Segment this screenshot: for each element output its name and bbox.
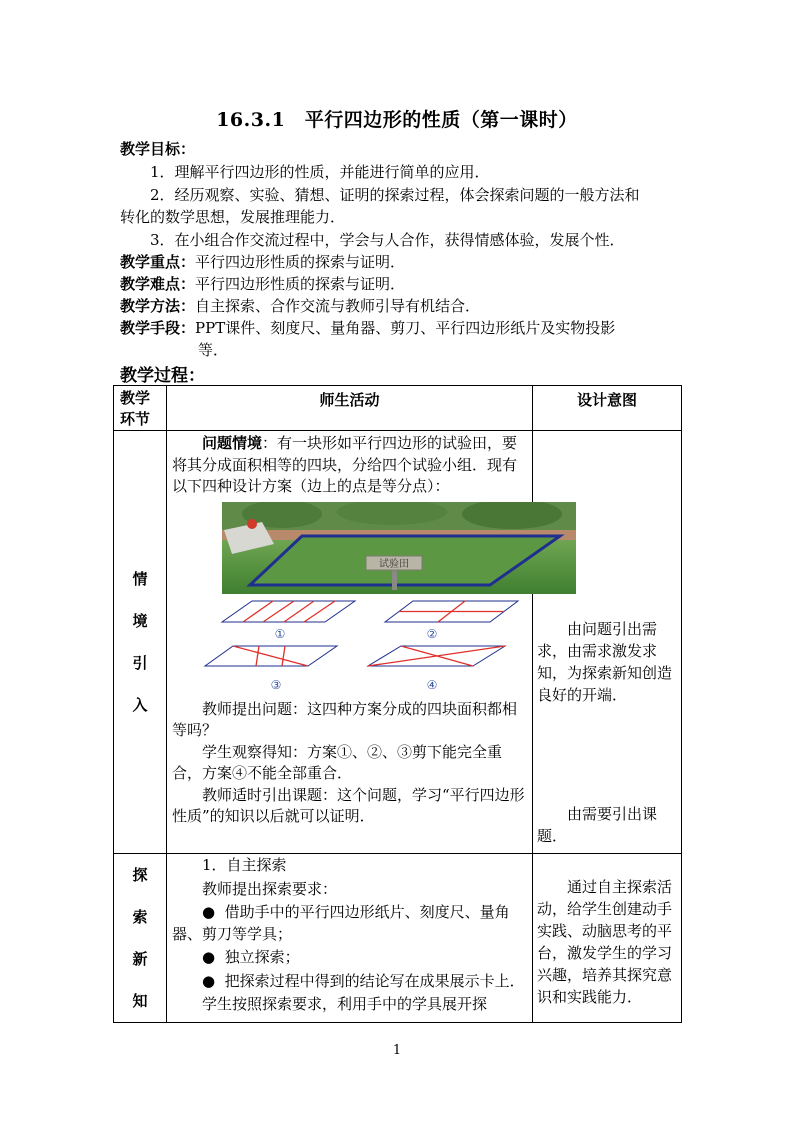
stage-char: 境 [132,612,148,630]
header-stage [114,386,167,431]
means-text-line2: 等． [198,341,229,359]
division-line [368,646,505,666]
bullet-icon: ● [202,971,216,990]
activity-explore [167,854,533,1023]
bullet-text: 独立探索； [224,948,300,966]
bullet-text: 把探索过程中得到的结论写在成果展示卡上． [224,971,525,990]
bullet-item [167,945,532,969]
stage-explore [114,854,167,1023]
intent-2: 由需要引出课题． [537,805,658,845]
bullet-icon: ● [202,903,216,921]
page-title: 16.3.1 平行四边形的性质（第一课时） [216,109,578,131]
means [120,317,615,338]
stage-char: 索 [132,908,148,926]
problem-paragraph [167,431,532,498]
header-stage-line1: 教学 [120,389,151,407]
division-line [233,646,308,666]
intent-explore [533,854,682,1023]
page-number: 1 [392,1043,402,1058]
process-table [113,385,682,1023]
objective-1: 1．理解平行四边形的性质，并能进行简单的应用． [150,163,490,181]
student-observation: 学生观察得知：方案①、②、③剪下能完全重合，方案④不能全部重合． [172,742,503,782]
scheme-label-1: ① [274,626,286,641]
bullet-icon: ● [202,948,216,966]
scheme-label-4: ④ [426,677,438,692]
division-line [282,646,285,666]
scheme-label-2: ② [426,626,438,641]
scheme-label-3: ③ [270,677,282,692]
stage-char: 情 [132,570,148,588]
scheme-2 [385,601,518,622]
scheme-4 [368,646,505,666]
problem-label: 问题情境 [202,434,263,452]
objectives-heading: 教学目标： [120,140,196,158]
key-points-text: 平行四边形性质的探索与证明． [195,253,406,271]
difficulties [120,273,405,294]
header-intent: 设计意图 [533,386,682,431]
division-line [256,646,259,666]
objective-3: 3．在小组合作交流过程中，学会与人合作，获得情感体验，发展个性． [150,231,625,249]
intent-situation [533,431,682,854]
problem-text: ：有一块形如平行四边形的试验田，要将其分成面积相等的四块，分给四个试验小组．现有以下四种设计方案（边上的点是等分点）： [172,434,518,495]
teacher-introduce: 教师适时引出课题：这个问题，学习“平行四边形性质”的知识以后就可以证明． [172,785,525,825]
means-text-line1: PPT课件、刻度尺、量角器、剪刀、平行四边形纸片及实物投影 [195,319,616,337]
stage-char: 知 [132,992,148,1010]
stage-char: 引 [132,654,148,672]
objective-2-line2: 转化的数学思想，发展推理能力． [120,208,346,226]
bullet-item [167,900,532,945]
key-points-label: 教学重点： [120,253,196,271]
explore-heading: 1．自主探索 [202,856,287,874]
stage-situation [114,431,167,854]
table-row [114,431,682,854]
methods [120,295,480,316]
objective-2-line1: 2．经历观察、实验、猜想、证明的探索过程，体会探索问题的一般方法和 [150,186,640,204]
process-heading: 教学过程： [120,366,205,386]
means-label: 教学手段： [120,319,196,337]
bullet-text: 借助手中的平行四边形纸片、刻度尺、量角器、剪刀等学具； [172,903,510,943]
stage-char: 探 [132,866,148,884]
difficulties-text: 平行四边形性质的探索与证明． [195,275,406,293]
table-header-row [114,386,682,431]
intent-explore-text: 通过自主探索活动，给学生创建动手实践、动脑思考的平台，激发学生的学习兴趣，培养其探究意识和实践能力． [537,878,673,1006]
stage-char: 新 [132,950,148,968]
activity-situation [167,431,533,854]
scheme-1 [222,601,355,622]
bullet-item [167,969,532,993]
teacher-question: 教师提出问题：这四种方案分成的四块面积都相等吗？ [172,699,518,739]
field-sign-text: 试验田 [379,558,409,570]
explore-requirements: 教师提出探索要求： [202,879,338,898]
header-activity: 师生活动 [167,386,533,431]
intent-1: 由问题引出需求，由需求激发求知，为探索新知创造良好的开端． [537,620,673,704]
logo-mark-icon [247,519,257,529]
stage-char: 入 [132,696,148,714]
explore-students: 学生按照探索要求，利用手中的学具展开探 [202,995,488,1013]
methods-text: 自主探索、合作交流与教师引导有机结合． [195,297,481,315]
table-row [114,854,682,1023]
header-stage-line2: 环节 [120,410,151,428]
difficulties-label: 教学难点： [120,275,196,293]
field-photo [222,502,576,594]
key-points [120,251,405,272]
schemes-figure [167,598,533,698]
scheme-3 [205,646,337,666]
methods-label: 教学方法： [120,297,196,315]
